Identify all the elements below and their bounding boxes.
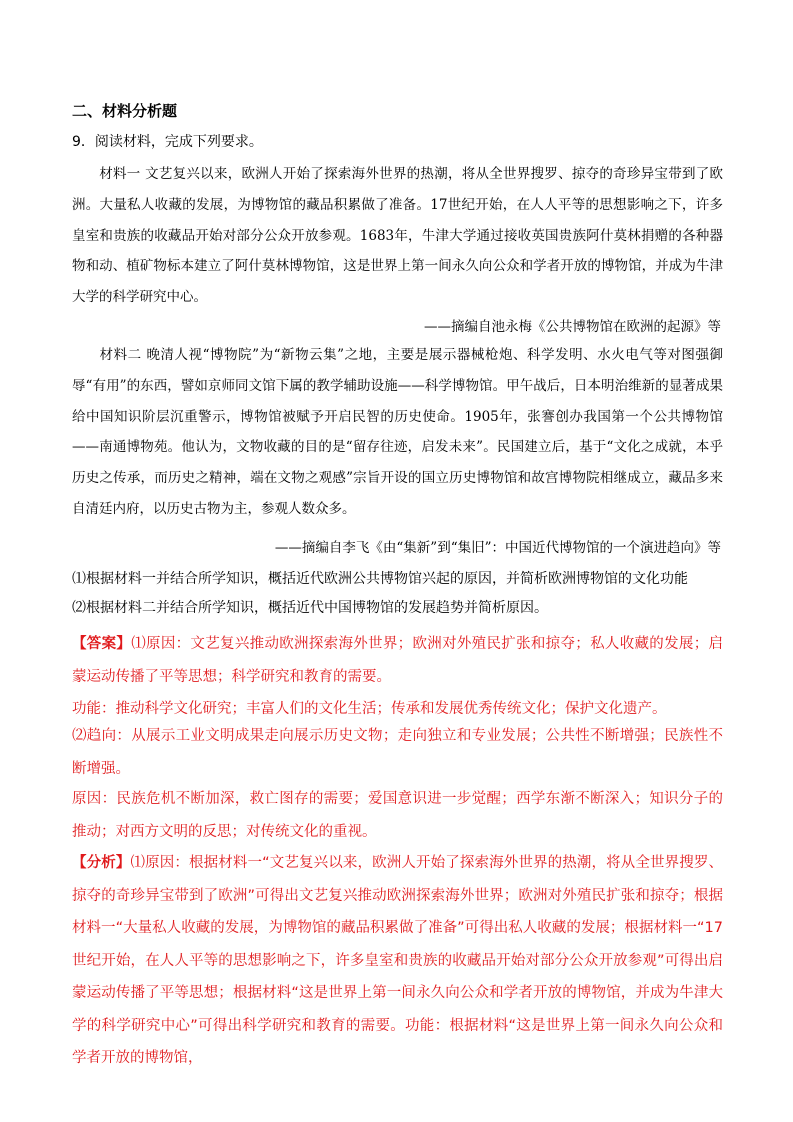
answer-reason: 原因：民族危机不断加深，救亡图存的需要；爱国意识进一步觉醒；西学东渐不断深入；知识分子的推动；对西方文明的反思；对传统文化的重视。 xyxy=(72,791,723,840)
answer-tag: 【答案】 xyxy=(72,636,132,652)
analysis-tag: 【分析】 xyxy=(72,855,131,871)
answer-reasons: ⑴原因：文艺复兴推动欧洲探索海外世界；欧洲对外殖民扩张和掠夺；私人收藏的发展；启蒙运动传播了平等思想；科学研究和教育的需要。 xyxy=(72,636,724,685)
answer-trend: ⑵趋向：从展示工业文明成果走向展示历史文物；走向独立和专业发展；公共性不断增强；民族性不断增强。 xyxy=(72,728,723,777)
question-prompt: 9．阅读材料，完成下列要求。 xyxy=(72,134,263,150)
requirement-2: ⑵根据材料二并结合所学知识，概括近代中国博物馆的发展趋势并简析原因。 xyxy=(72,600,548,616)
material-two-source: ——摘编自李飞《由“集新”到“集旧”：中国近代博物馆的一个演进趋向》等 xyxy=(274,540,721,556)
material-one-text: 材料一 文艺复兴以来，欧洲人开始了探索海外世界的热潮，将从全世界搜罗、掠夺的奇珍异宝带到了欧洲。大量私人收藏的发展，为博物馆的藏品积累做了准备。17世纪开始，在人人平等的思想影响之下，许多皇室和贵族的收藏品开始对部分公众开放参观。1683年，牛津大学通过接收英国贵族阿什莫林捐赠的各种器物和动、植矿物标本建立了阿什莫林博物馆，这是世界上第一间永久向公众和学者开放的博物馆，并成为牛津大学的科学研究中心。 xyxy=(72,166,723,306)
material-two xyxy=(72,340,723,525)
analysis-block xyxy=(72,847,723,1075)
answer-function: 功能：推动科学文化研究；丰富人们的文化生活；传承和发展优秀传统文化；保护文化遗产。 xyxy=(72,701,667,717)
material-one xyxy=(72,159,723,313)
section-title: 二、材料分析题 xyxy=(72,102,178,120)
requirement-1: ⑴根据材料一并结合所学知识，概括近代欧洲公共博物馆兴起的原因，并简析欧洲博物馆的文化功能 xyxy=(72,571,688,587)
analysis-text: ⑴原因：根据材料一“文艺复兴以来，欧洲人开始了探索海外世界的热潮，将从全世界搜罗、掠夺的奇珍异宝带到了欧洲”可得出文艺复兴推动欧洲探索海外世界；欧洲对外殖民扩张和掠夺；根据材料一“大量私人收藏的发展，为博物馆的藏品积累做了准备”可得出私人收藏的发展；根据材料一“17世纪开始，在人人平等的思想影响之下，许多皇室和贵族的收藏品开始对部分公众开放参观”可得出启蒙运动传播了平等思想；根据材料“这是世界上第一间永久向公众和学者开放的博物馆，并成为牛津大学的科学研究中心”可得出科学研究和教育的需要。功能：根据材料“这是世界上第一间永久向公众和学者开放的博物馆， xyxy=(72,855,723,1066)
material-two-text: 材料二 晚清人视“博物院”为“新物云集”之地，主要是展示器械枪炮、科学发明、水火电气等对图强御辱“有用”的东西，譬如京师同文馆下属的教学辅助设施——科学博物馆。甲午战后，日本明治维新的显著成果给中国知识阶层沉重警示，博物馆被赋予开启民智的历史使命。1905年，张謇创办我国第一个公共博物馆——南通博物苑。他认为，文物收藏的目的是“留存往迹，启发未来”。民国建立后，基于“文化之成就，本乎历史之传承，而历史之精神，端在文物之观感”宗旨开设的国立历史博物馆和故宫博物院相继成立，藏品多来自清廷内府，以历史古物为主，参观人数众多。 xyxy=(72,347,723,517)
answer-block xyxy=(72,628,723,693)
material-one-source: ——摘编自池永梅《公共博物馆在欧洲的起源》等 xyxy=(424,319,721,335)
